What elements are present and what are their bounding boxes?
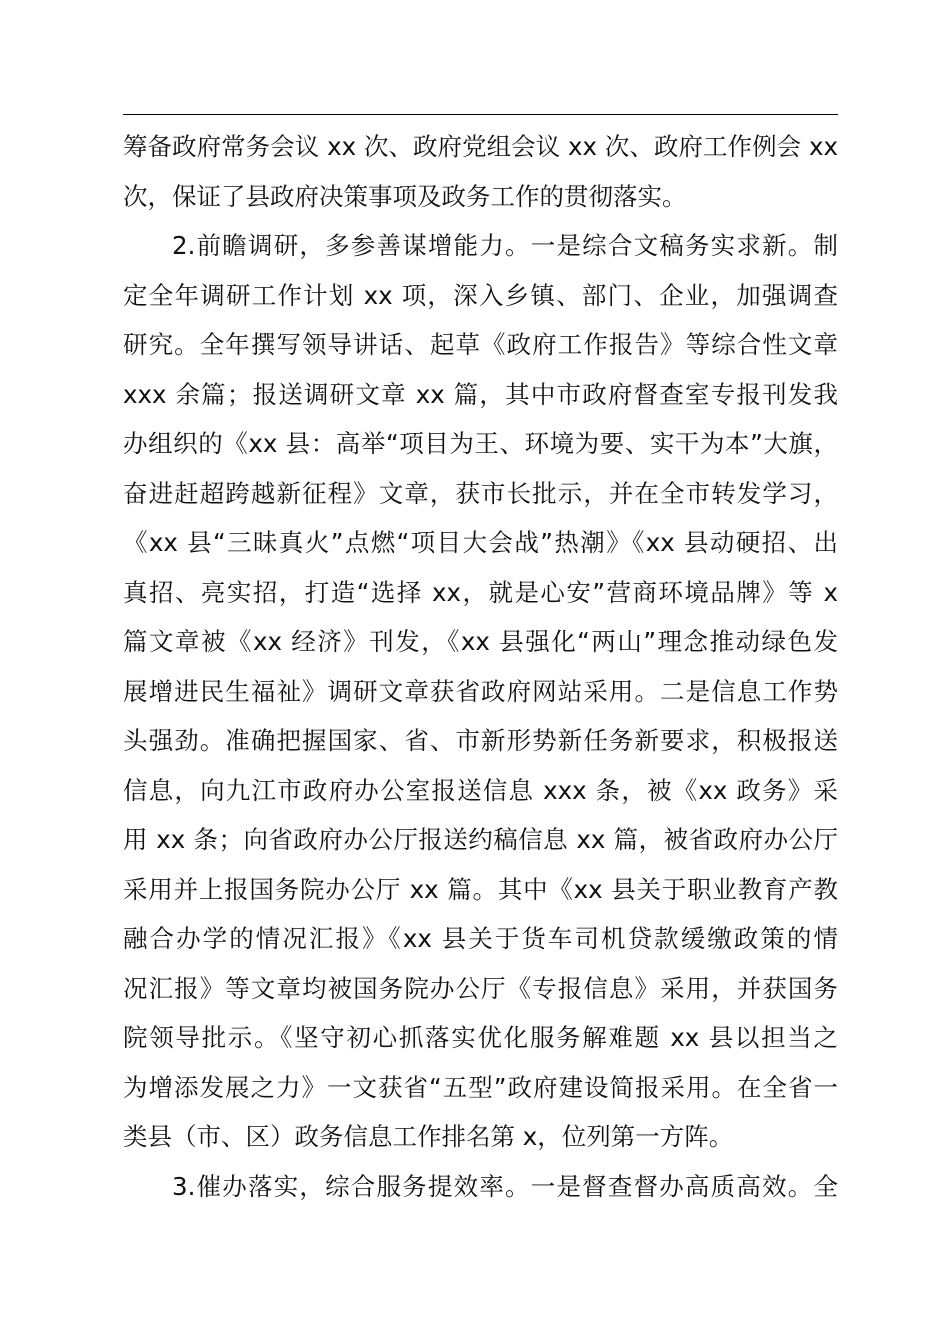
text-line: 头强劲。准确把握国家、省、市新形势新任务新要求，积极报送 — [123, 726, 838, 755]
text-line: 筹备政府常务会议 xx 次、政府党组会议 xx 次、政府工作例会 xx — [123, 132, 838, 161]
text-line: 办组织的《xx 县：高举“项目为王、环境为要、实干为本”大旗， — [123, 429, 838, 458]
text-line: 3.催办落实，综合服务提效率。一是督查督办高质高效。全 — [172, 1171, 838, 1201]
text-line: 篇文章被《xx 经济》刊发，《xx 县强化“两山”理念推动绿色发 — [123, 627, 838, 656]
header-rule — [123, 114, 838, 115]
text-line: 真招、亮实招，打造“选择 xx，就是心安”营商环境品牌》等 x — [123, 577, 838, 607]
text-line: 院领导批示。《坚守初心抓落实优化服务解难题 xx 县以担当之 — [123, 1023, 838, 1052]
text-line: 研究。全年撰写领导讲话、起草《政府工作报告》等综合性文章 — [123, 330, 838, 359]
text-line: 《xx 县“三昧真火”点燃“项目大会战”热潮》《xx 县动硬招、出 — [123, 528, 838, 557]
text-line: xxx 余篇；报送调研文章 xx 篇，其中市政府督查室专报刊发我 — [123, 379, 838, 409]
text-line: 次，保证了县政府决策事项及政务工作的贯彻落实。 — [123, 181, 687, 211]
text-line: 2.前瞻调研，多参善谋增能力。一是综合文稿务实求新。制 — [172, 231, 838, 260]
text-line: 定全年调研工作计划 xx 项，深入乡镇、部门、企业，加强调查 — [123, 280, 838, 310]
text-line: 类县（市、区）政务信息工作排名第 x，位列第一方阵。 — [123, 1122, 734, 1151]
text-line: 用 xx 条；向省政府办公厅报送约稿信息 xx 篇，被省政府办公厅 — [123, 825, 838, 854]
text-line: 采用并上报国务院办公厅 xx 篇。其中《xx 县关于职业教育产教 — [123, 874, 838, 904]
text-line: 奋进赶超跨越新征程》文章，获市长批示，并在全市转发学习， — [123, 478, 838, 508]
text-line: 融合办学的情况汇报》《xx 县关于货车司机贷款缓缴政策的情 — [123, 924, 838, 953]
text-line: 信息，向九江市政府办公室报送信息 xxx 条，被《xx 政务》采 — [123, 775, 838, 805]
text-line: 展增进民生福祉》调研文章获省政府网站采用。二是信息工作势 — [123, 676, 838, 706]
text-line: 为增添发展之力》一文获省“五型”政府建设简报采用。在全省一 — [123, 1072, 838, 1102]
text-line: 况汇报》等文章均被国务院办公厅《专报信息》采用，并获国务 — [123, 973, 838, 1003]
body-text — [123, 122, 838, 1211]
